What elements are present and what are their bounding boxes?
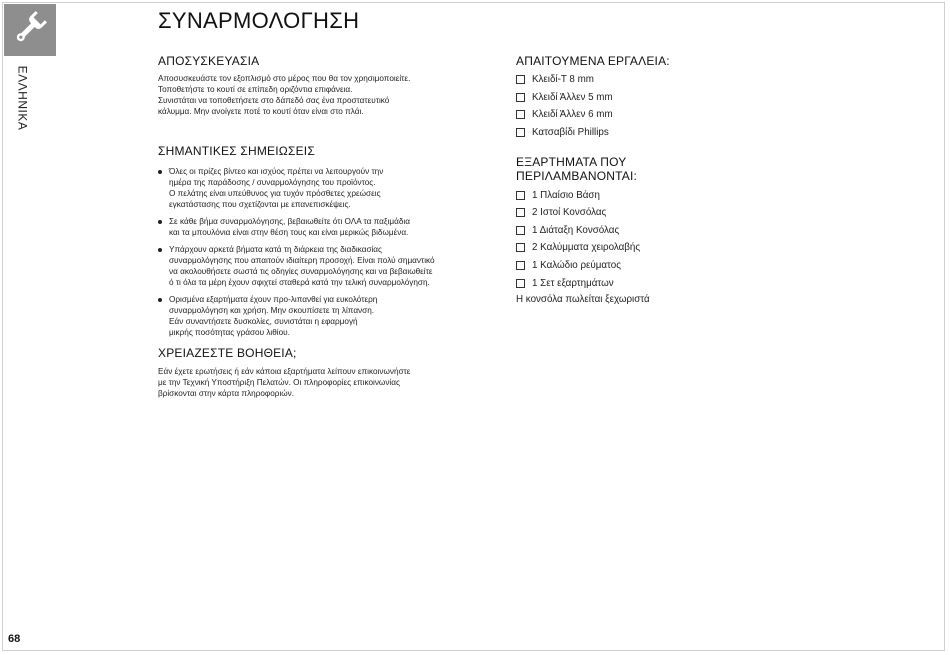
help-line: βρίσκονται στην κάρτα πληροφοριών. <box>158 389 295 398</box>
console-sold-separately-note: Η κονσόλα πωλείται ξεχωριστά <box>516 293 650 305</box>
tool-label: Κατσαβίδι Phillips <box>532 127 609 139</box>
unpacking-line: Αποσυσκευάστε τον εξοπλισμό στο μέρος που θα τον χρησιμοποιείτε. <box>158 74 411 83</box>
note-line: και τα μπουλόνια είναι στην θέση τους και είναι μερικώς βιδωμένα. <box>169 228 409 237</box>
part-item <box>516 186 846 204</box>
part-item <box>516 239 846 257</box>
part-label: 1 Διάταξη Κονσόλας <box>532 224 620 236</box>
page-number: 68 <box>8 633 21 645</box>
bullet-icon <box>158 220 162 224</box>
notes-list <box>158 166 478 338</box>
part-label: 1 Πλαίσιο Βάση <box>532 189 600 201</box>
bullet-icon <box>158 298 162 302</box>
note-line: εγκατάστασης που σχετίζονται με επανεπισκέψεις. <box>169 200 351 209</box>
language-tab <box>4 65 40 131</box>
unpacking-section <box>158 54 478 117</box>
note-line: συναρμολόγησης που απαιτούν ιδιαίτερη προσοχή. Είναι πολύ σημαντικό <box>169 256 435 265</box>
checkbox-icon <box>516 279 525 288</box>
bullet-icon <box>158 248 162 252</box>
checkbox-icon <box>516 93 525 102</box>
tool-item <box>516 89 846 107</box>
note-line: ό τι όλα τα μέρη έχουν σφιχτεί σταθερά κατά την τελική συναρμολόγηση. <box>169 278 430 287</box>
page-title: ΣΥΝΑΡΜΟΛΟΓΗΣΗ <box>158 8 360 33</box>
note-line: μικρής ποσότητας γράσου λιθίου. <box>169 328 290 337</box>
checkbox-icon <box>516 226 525 235</box>
note-line: να ακολουθήσετε σωστά τις οδηγίες συναρμολόγησης και να βεβαιωθείτε <box>169 267 433 276</box>
note-item <box>158 244 478 288</box>
help-line: με την Τεχνική Υποστήριξη Πελατών. Οι πληροφορίες επικοινωνίας <box>158 378 400 387</box>
bullet-icon <box>158 170 162 174</box>
note-line: ημέρα της παράδοσης / συναρμολόγησης του προϊόντος. <box>169 178 376 187</box>
unpacking-text <box>158 73 478 117</box>
tool-badge <box>4 4 56 56</box>
checkbox-icon <box>516 110 525 119</box>
checkbox-icon <box>516 128 525 137</box>
part-item <box>516 222 846 240</box>
checkbox-icon <box>516 75 525 84</box>
parts-list <box>516 186 846 292</box>
unpacking-line: κάλυμμα. Μην ανοίγετε ποτέ το κουτί όταν είναι στο πλάι. <box>158 107 364 116</box>
help-text <box>158 366 488 399</box>
wrench-icon <box>10 8 50 53</box>
unpacking-heading: ΑΠΟΣΥΣΚΕΥΑΣΙΑ <box>158 54 260 68</box>
parts-heading-line: ΠΕΡΙΛΑΜΒΑΝΟΝΤΑΙ: <box>516 169 638 184</box>
help-heading: ΧΡΕΙΑΖΕΣΤΕ ΒΟΗΘΕΙΑ; <box>158 346 297 360</box>
note-line: Ορισμένα εξαρτήματα έχουν προ-λιπανθεί για ευκολότερη <box>169 295 378 304</box>
note-line: Σε κάθε βήμα συναρμολόγησης, βεβαιωθείτε ότι ΟΛΑ τα παξιμάδια <box>169 217 410 226</box>
note-line: Όλες οι πρίζες βίντεο και ισχύος πρέπει να λειτουργούν την <box>169 167 384 176</box>
language-label: ΕΛΛΗΝΙΚΑ <box>15 65 29 131</box>
left-column <box>158 54 478 344</box>
tools-list <box>516 71 846 141</box>
part-item <box>516 204 846 222</box>
note-line: Εάν συναντήσετε δυσκολίες, συνιστάται η εφαρμογή <box>169 317 358 326</box>
tool-label: Κλειδί Άλλεν 6 mm <box>532 109 613 121</box>
tools-section <box>516 54 846 141</box>
part-item <box>516 274 846 292</box>
part-label: 1 Καλώδιο ρεύματος <box>532 260 621 272</box>
right-column <box>516 54 846 305</box>
part-item <box>516 257 846 275</box>
note-line: Υπάρχουν αρκετά βήματα κατά τη διάρκεια της διαδικασίας <box>169 245 382 254</box>
parts-heading-line: ΕΞΑΡΤΗΜΑΤΑ ΠΟΥ <box>516 155 627 170</box>
unpacking-line: Συνιστάται να τοποθετήσετε στο δάπεδό σας ένα προστατευτικό <box>158 96 390 105</box>
unpacking-line: Τοποθετήστε το κουτί σε επίπεδη οριζόντια επιφάνεια. <box>158 85 353 94</box>
part-label: 2 Καλύμματα χειρολαβής <box>532 242 641 254</box>
note-line: συναρμολόγηση και χρήση. Μην σκουπίσετε τη λίπανση. <box>169 306 375 315</box>
parts-section <box>516 155 846 305</box>
tool-label: Κλειδί-Τ 8 mm <box>532 74 594 86</box>
note-item <box>158 294 478 338</box>
part-label: 1 Σετ εξαρτημάτων <box>532 277 614 289</box>
note-line: Ο πελάτης είναι υπεύθυνος για τυχόν πρόσθετες χρεώσεις <box>169 189 381 198</box>
checkbox-icon <box>516 208 525 217</box>
part-label: 2 Ιστοί Κονσόλας <box>532 207 607 219</box>
tool-item <box>516 71 846 89</box>
checkbox-icon <box>516 191 525 200</box>
help-line: Εάν έχετε ερωτήσεις ή εάν κάποια εξαρτήματα λείπουν επικοινωνήστε <box>158 367 411 376</box>
tools-heading: ΑΠΑΙΤΟΥΜΕΝΑ ΕΡΓΑΛΕΙΑ: <box>516 54 670 68</box>
tool-item <box>516 106 846 124</box>
checkbox-icon <box>516 243 525 252</box>
parts-heading <box>516 155 846 183</box>
note-item <box>158 216 478 238</box>
tool-label: Κλειδί Άλλεν 5 mm <box>532 91 613 103</box>
help-section <box>158 346 488 399</box>
notes-heading: ΣΗΜΑΝΤΙΚΕΣ ΣΗΜΕΙΩΣΕΙΣ <box>158 144 315 158</box>
checkbox-icon <box>516 261 525 270</box>
note-item <box>158 166 478 210</box>
tool-item <box>516 124 846 142</box>
notes-section <box>158 144 478 338</box>
